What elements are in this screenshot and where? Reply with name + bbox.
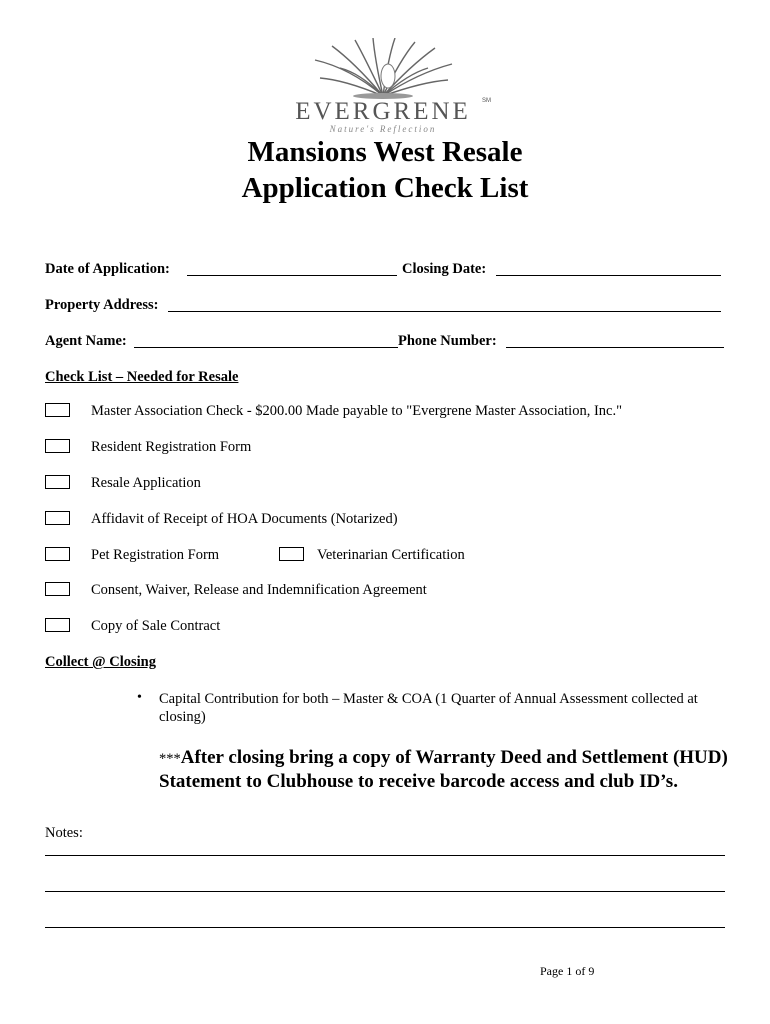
checklist-item: Pet Registration Form (91, 547, 220, 563)
evergrene-logo (270, 38, 496, 136)
bullet-icon: • (137, 690, 142, 705)
closing-date-field[interactable] (496, 275, 721, 276)
property-address-field[interactable] (168, 311, 721, 312)
closing-notice-line2: Statement to Clubhouse to receive barcode access and club ID’s. (159, 771, 678, 792)
checkbox-resale-application[interactable] (45, 475, 70, 489)
checklist-item: Master Association Check - $200.00 Made payable to "Evergrene Master Association, Inc." (91, 403, 623, 419)
checkbox-pet-registration[interactable] (45, 547, 70, 561)
date-of-application-field[interactable] (187, 275, 397, 276)
checklist-item: Copy of Sale Contract (91, 618, 221, 634)
notes-line-3[interactable] (45, 927, 725, 928)
checklist-heading: Check List – Needed for Resale (45, 369, 239, 385)
page-title-line2: Application Check List (241, 172, 529, 204)
logo-brand: EVERGRENE (295, 98, 471, 125)
palm-plant-icon (270, 38, 496, 100)
notes-label: Notes: (45, 825, 83, 841)
notes-line-2[interactable] (45, 891, 725, 892)
page-title-line1: Mansions West Resale (247, 136, 523, 168)
checkbox-resident-registration[interactable] (45, 439, 70, 453)
checkbox-veterinarian-certification[interactable] (279, 547, 304, 561)
closing-date-label: Closing Date: (402, 261, 487, 277)
logo-tagline: Nature's Reflection (329, 124, 437, 134)
notice-stars: *** (159, 751, 181, 767)
checklist-item: Resident Registration Form (91, 439, 252, 455)
checklist-item: Veterinarian Certification (317, 547, 465, 563)
notice-text: After closing bring a copy of Warranty Deed and Settlement (HUD) (180, 747, 728, 768)
capital-contribution-line2: closing) (159, 709, 206, 725)
phone-number-label: Phone Number: (398, 333, 497, 349)
date-of-application-label: Date of Application: (45, 261, 170, 277)
property-address-label: Property Address: (45, 297, 159, 313)
checklist-item: Resale Application (91, 475, 201, 491)
checkbox-affidavit[interactable] (45, 511, 70, 525)
checkbox-master-association-check[interactable] (45, 403, 70, 417)
phone-number-field[interactable] (506, 347, 724, 348)
closing-notice-line1 (159, 745, 728, 772)
page-number: Page 1 of 9 (540, 964, 595, 978)
notes-line-1[interactable] (45, 855, 725, 856)
logo-trademark: SM (482, 98, 491, 104)
checklist-item: Consent, Waiver, Release and Indemnification Agreement (91, 582, 427, 598)
checkbox-copy-of-sale-contract[interactable] (45, 618, 70, 632)
collect-heading: Collect @ Closing (45, 654, 156, 670)
checklist-item: Affidavit of Receipt of HOA Documents (Notarized) (91, 511, 398, 527)
agent-name-field[interactable] (134, 347, 398, 348)
capital-contribution-line1: Capital Contribution for both – Master & COA (1 Quarter of Annual Assessment collected at (159, 691, 698, 707)
checkbox-consent-waiver[interactable] (45, 582, 70, 596)
agent-name-label: Agent Name: (45, 333, 127, 349)
